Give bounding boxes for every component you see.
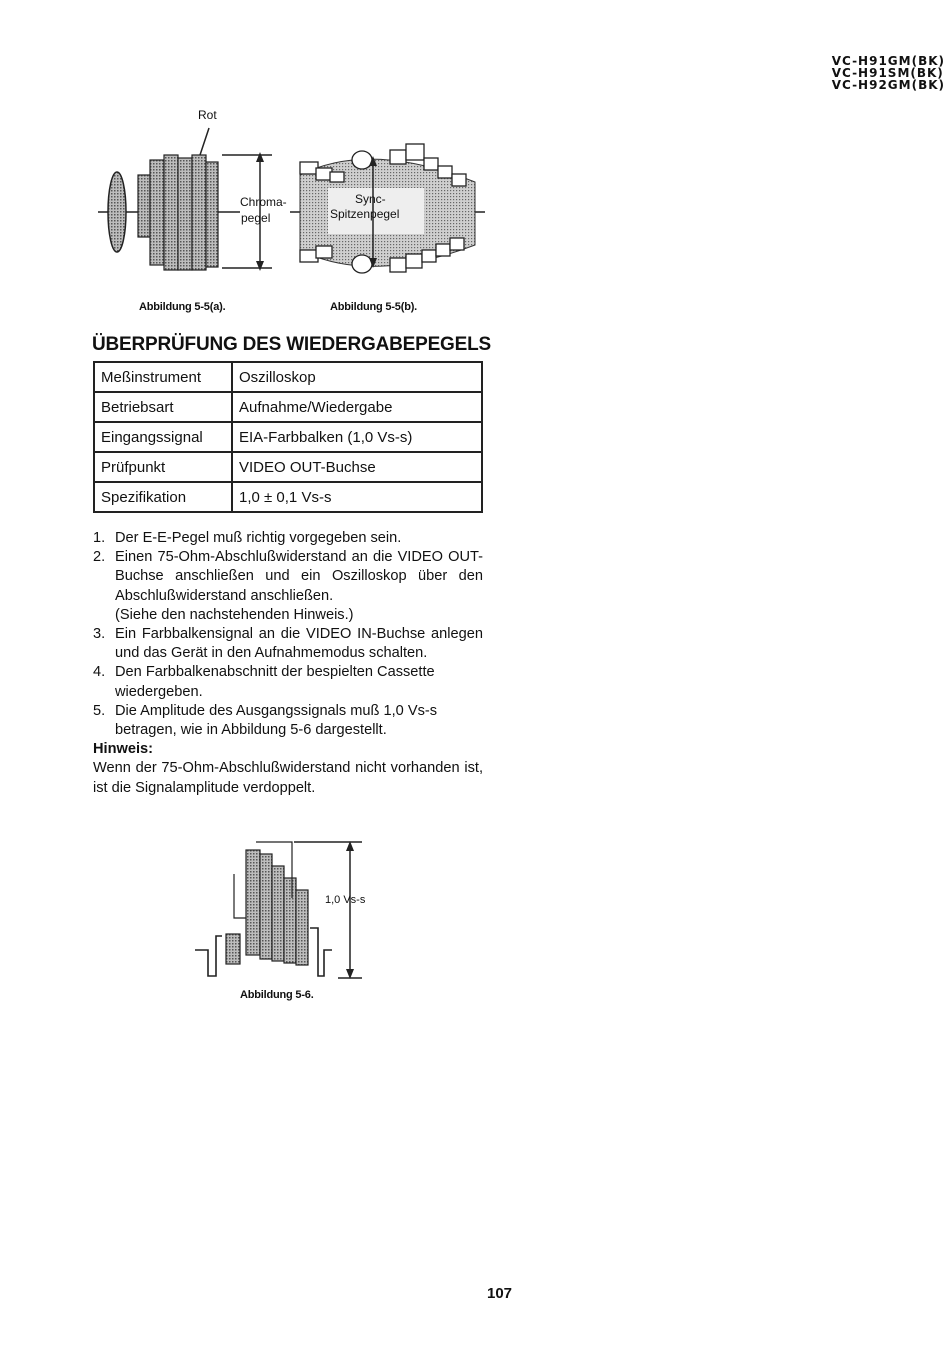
step-number: 2. — [93, 549, 106, 566]
figure-5-6 — [190, 838, 390, 988]
section-title: ÜBERPRÜFUNG DES WIEDERGABEPEGELS — [92, 334, 491, 355]
note-text: Wenn der 75-Ohm-Abschlußwiderstand nicht vorhanden ist, ist die Signalamplitude verdoppelt. — [93, 760, 483, 796]
page-number: 107 — [487, 1285, 513, 1302]
model-codes — [832, 55, 945, 91]
table-row — [94, 452, 482, 482]
table-key: Meßinstrument — [94, 362, 232, 392]
label-sync: Sync- — [355, 192, 386, 206]
table-value: Oszilloskop — [232, 362, 482, 392]
step-extra: (Siehe den nachstehenden Hinweis.) — [115, 606, 354, 623]
list-item — [93, 702, 483, 740]
step-number: 1. — [93, 530, 106, 546]
table-row — [94, 422, 482, 452]
model-code: VC-H91SM(BK) — [831, 66, 944, 80]
table-key: Betriebsart — [94, 392, 232, 422]
spec-table — [93, 361, 483, 513]
table-key: Prüfpunkt — [94, 452, 232, 482]
table-key: Eingangssignal — [94, 422, 232, 452]
list-item — [93, 548, 483, 625]
table-value: Aufnahme/Wiedergabe — [232, 392, 482, 422]
caption-5-5b: Abbildung 5-5(b). — [330, 301, 418, 313]
label-amplitude: 1,0 Vs-s — [325, 894, 366, 906]
table-row — [94, 392, 482, 422]
label-rot: Rot — [198, 108, 217, 122]
step-number: 4. — [93, 664, 106, 681]
label-pegel: pegel — [241, 211, 271, 225]
table-value: EIA-Farbbalken (1,0 Vs-s) — [232, 422, 482, 452]
label-spitzenpegel: Spitzenpegel — [330, 207, 400, 221]
table-row — [94, 482, 482, 512]
list-item — [93, 663, 483, 701]
note-title: Hinweis: — [93, 741, 154, 758]
step-text: Der E-E-Pegel muß richtig vorgegeben sein. — [115, 530, 402, 546]
step-text: Einen 75-Ohm-Abschlußwiderstand an die VIDEO OUT-Buchse anschließen und ein Oszilloskop über den Abschlußwiderstand anschließen. — [115, 549, 483, 604]
table-value: 1,0 ± 0,1 Vs-s — [232, 482, 482, 512]
list-item — [93, 625, 483, 663]
step-number: 5. — [93, 702, 106, 719]
step-text: Ein Farbbalkensignal an die VIDEO IN-Buchse anlegen und das Gerät in den Aufnahmemodus schalten. — [115, 626, 483, 662]
step-text: Die Amplitude des Ausgangssignals muß 1,0 Vs-s betragen, wie in Abbildung 5-6 dargestellt. — [115, 702, 438, 739]
step-number: 3. — [93, 626, 106, 643]
caption-5-6: Abbildung 5-6. — [240, 989, 314, 1001]
caption-5-5a: Abbildung 5-5(a). — [139, 301, 226, 313]
list-item — [93, 529, 483, 548]
step-body — [115, 548, 483, 625]
model-code: VC-H92GM(BK) — [831, 78, 945, 92]
amplitude-waveform — [195, 841, 362, 979]
table-key: Spezifikation — [94, 482, 232, 512]
table-row — [94, 362, 482, 392]
procedure-steps — [93, 529, 483, 798]
label-chroma: Chroma- — [240, 195, 287, 209]
figure-5-6-diagram — [190, 838, 390, 983]
figure-5-5 — [90, 100, 490, 330]
table-value: VIDEO OUT-Buchse — [232, 452, 482, 482]
step-text: Den Farbbalkenabschnitt der bespielten Cassette wiedergeben. — [115, 664, 435, 700]
figure-5-5-diagram — [90, 100, 490, 280]
model-code: VC-H91GM(BK) — [831, 54, 945, 68]
